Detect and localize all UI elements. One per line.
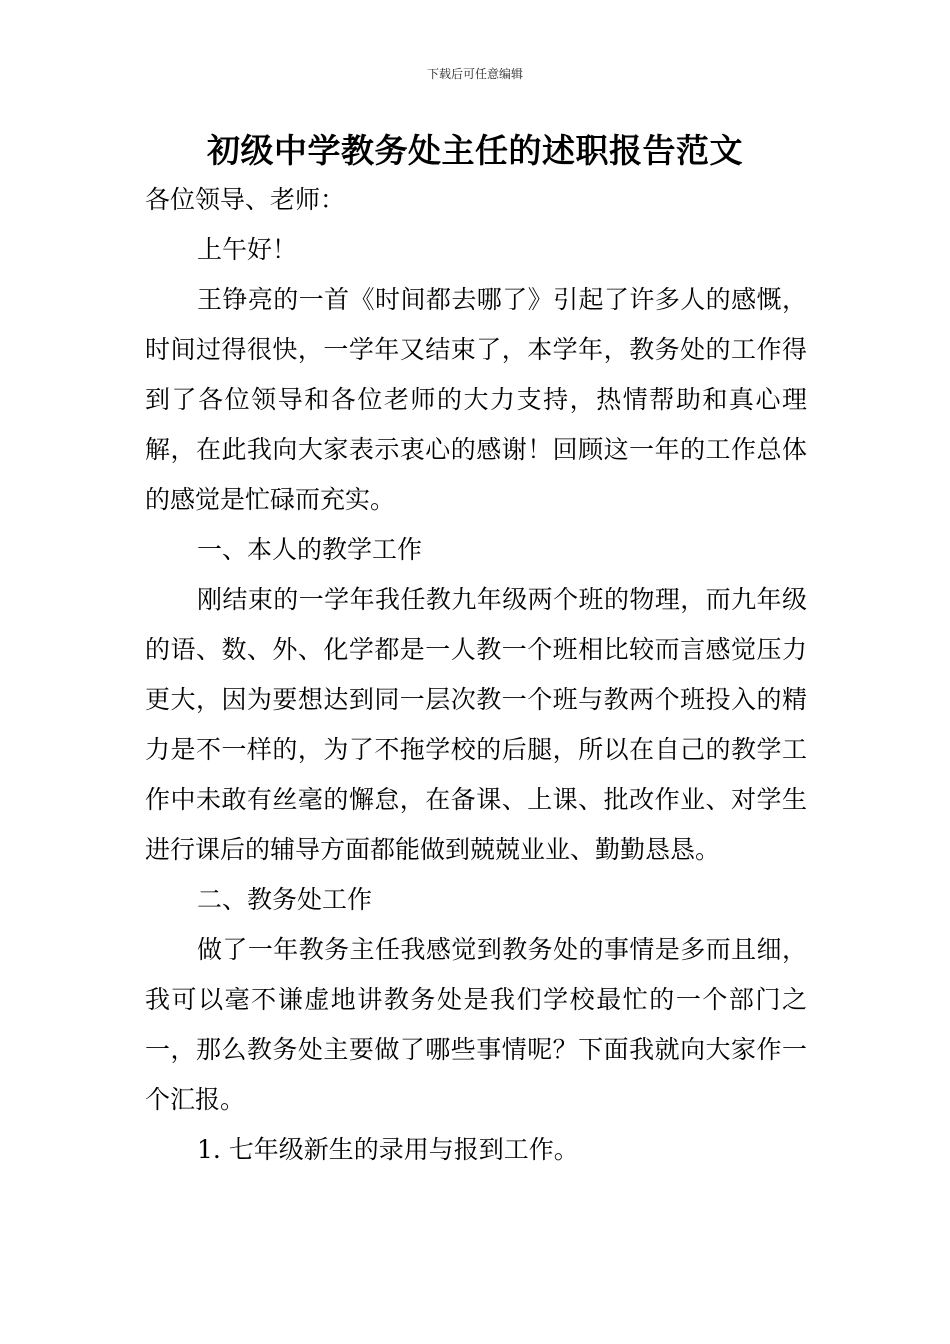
document-title: 初级中学教务处主任的述职报告范文 [207,131,743,170]
paragraph-intro: 王铮亮的一首《时间都去哪了》引起了许多人的感慨，时间过得很快，一学年又结束了，本学年，教务处的工作得到了各位领导和各位老师的大力支持，热情帮助和真心理解，在此我向大家表示衷心的感谢！回顾这一年的工作总体的感觉是忙碌而充实。 [145,285,807,514]
greeting: 上午好！ [197,235,298,264]
section-heading-office: 二、教务处工作 [197,885,373,914]
document-body [145,175,807,1175]
header-note: 下载后可任意编辑 [426,67,523,81]
section-heading-teaching: 一、本人的教学工作 [197,535,423,564]
paragraph-office: 做了一年教务主任我感觉到教务处的事情是多而且细，我可以毫不谦虚地讲教务处是我们学校最忙的一个部门之一，那么教务处主要做了哪些事情呢？下面我就向大家作一个汇报。 [145,935,807,1114]
salutation: 各位领导、老师： [145,185,346,214]
list-item-enrollment: 1. 七年级新生的录用与报到工作。 [197,1135,579,1164]
paragraph-teaching: 刚结束的一学年我任教九年级两个班的物理，而九年级的语、数、外、化学都是一人教一个班相比较而言感觉压力更大，因为要想达到同一层次教一个班与教两个班投入的精力是不一样的，为了不拖学校的后腿，所以在自己的教学工作中未敢有丝毫的懈怠，在备课、上课、批改作业、对学生进行课后的辅导方面都能做到兢兢业业、勤勤恳恳。 [145,585,807,864]
